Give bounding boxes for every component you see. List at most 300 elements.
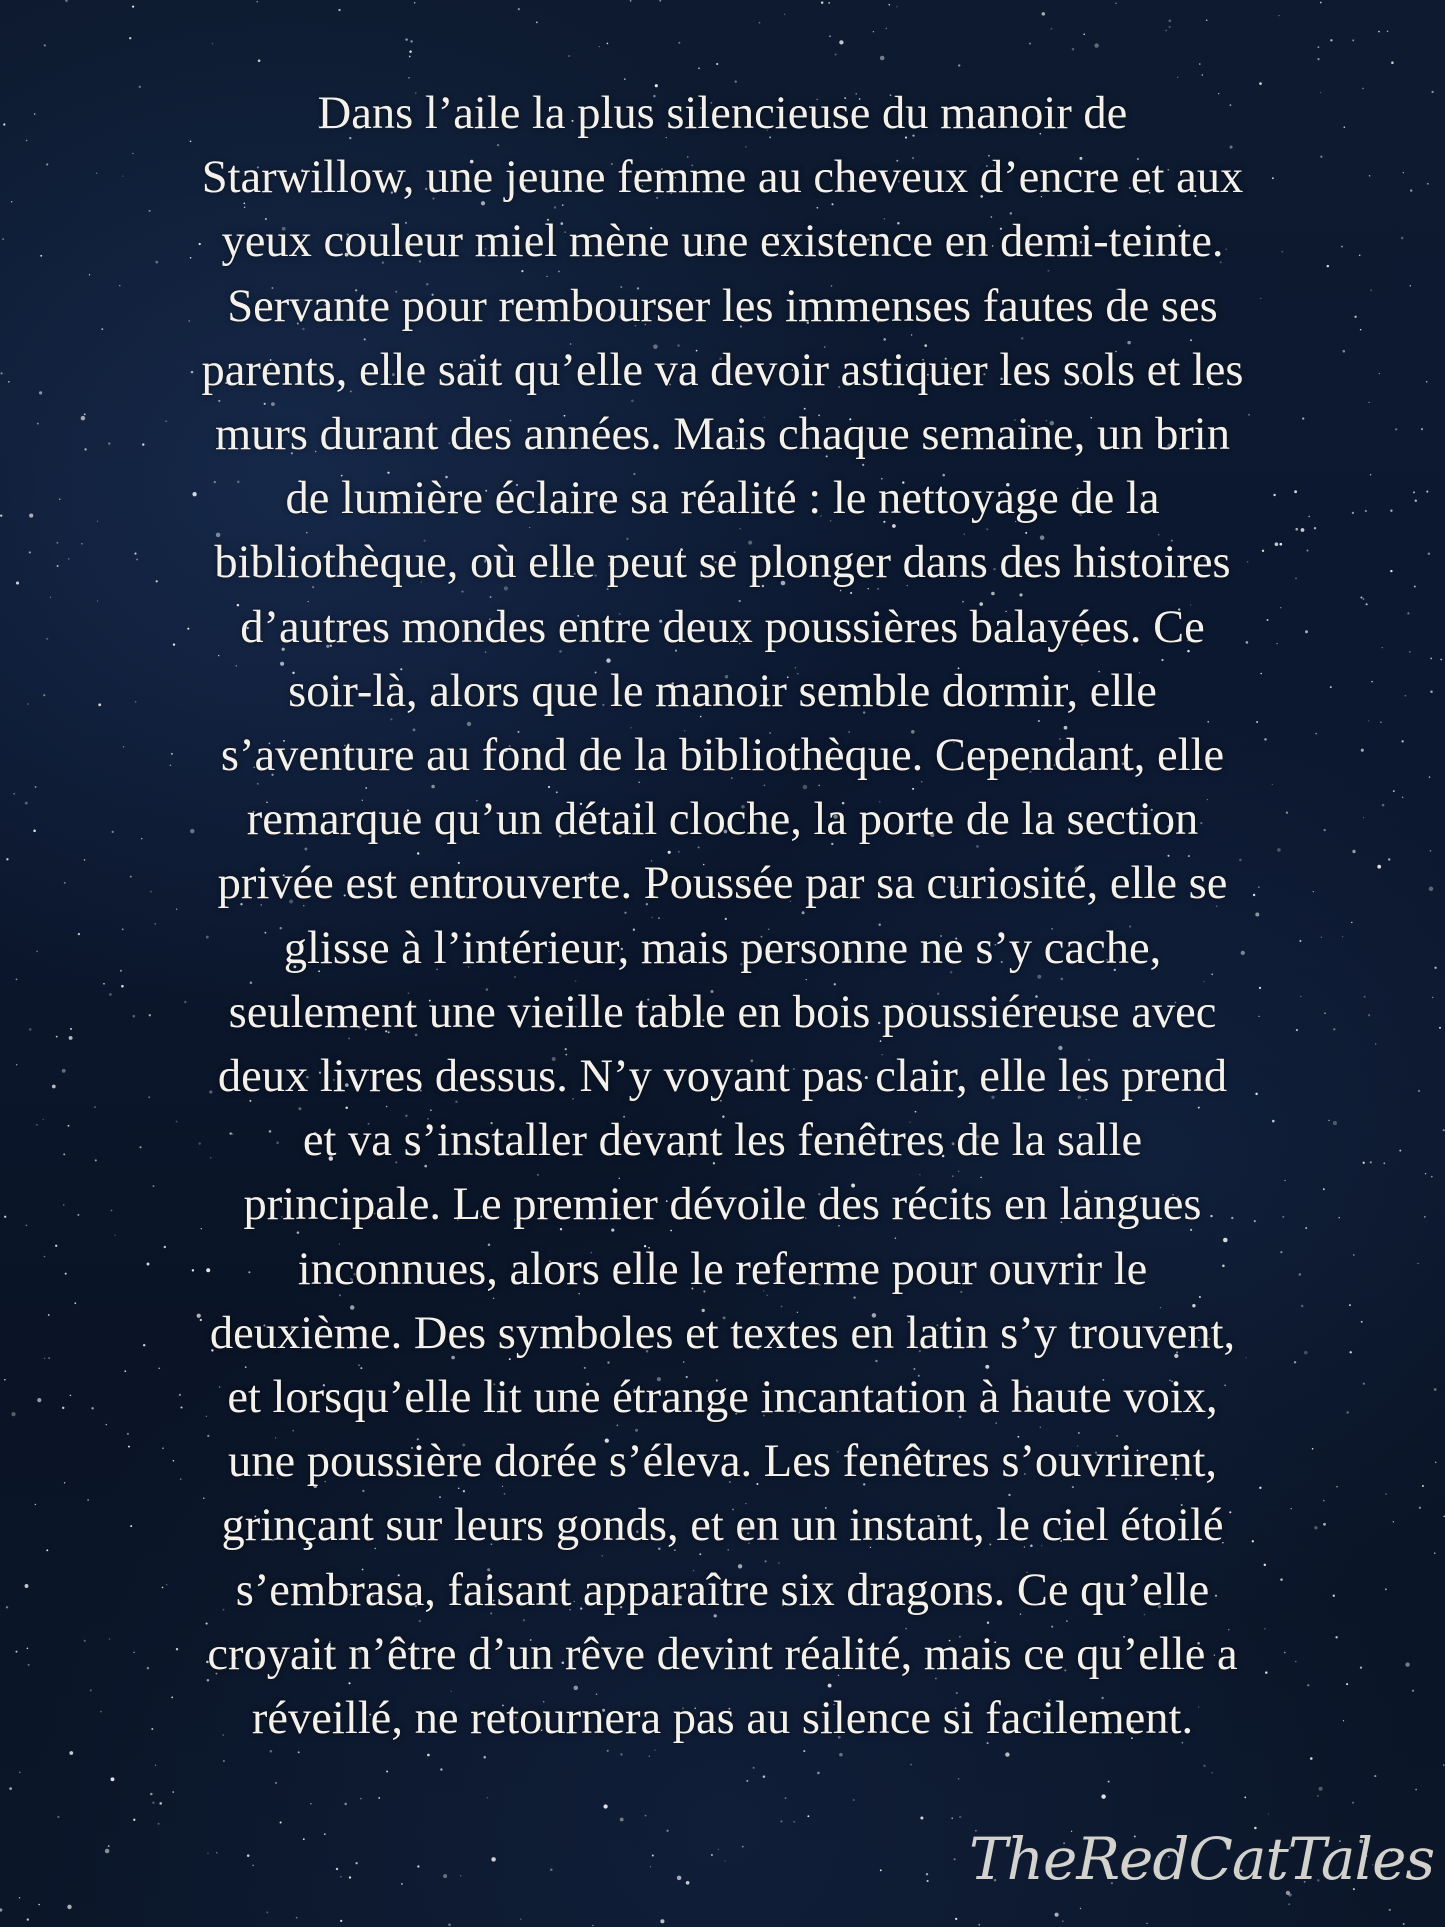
star	[409, 50, 412, 53]
star	[1391, 61, 1394, 64]
star	[52, 1085, 56, 1089]
star	[39, 391, 42, 394]
star	[46, 163, 48, 165]
star	[1211, 1772, 1213, 1774]
star	[716, 63, 718, 65]
star	[1369, 175, 1371, 177]
synopsis-line: inconnues, alors elle le referme pour ouvrir le	[297, 1243, 1148, 1295]
star	[1146, 1923, 1147, 1924]
star	[1401, 740, 1403, 742]
star	[150, 1793, 153, 1796]
star	[0, 1908, 2, 1911]
star	[1395, 428, 1397, 430]
synopsis-line: deuxième. Des symboles et textes en latin s’y trouvent,	[209, 1307, 1236, 1359]
star	[1403, 1923, 1405, 1925]
star	[1352, 39, 1354, 41]
star	[620, 1818, 624, 1822]
star	[16, 1651, 18, 1653]
star	[698, 67, 700, 69]
star	[958, 1778, 960, 1780]
star	[1393, 790, 1395, 792]
star	[247, 1854, 250, 1857]
star	[835, 53, 837, 55]
star	[408, 77, 410, 79]
star	[172, 1791, 174, 1793]
star	[1359, 255, 1361, 257]
star	[35, 786, 37, 788]
star	[349, 1876, 351, 1878]
synopsis-line: Dans l’aile la plus silencieuse du manoir de	[317, 88, 1128, 139]
star	[1415, 1789, 1417, 1791]
star	[649, 1756, 650, 1757]
star	[550, 1868, 553, 1871]
star	[56, 1036, 58, 1038]
synopsis-line: Starwillow, une jeune femme au cheveux d’encre et aux	[201, 152, 1244, 204]
author-signature: TheRedCatTales	[969, 1825, 1435, 1893]
star	[1393, 1521, 1394, 1522]
synopsis-line: soir-là, alors que le manoir semble dormir, elle	[288, 665, 1157, 717]
star	[839, 40, 843, 44]
star	[64, 1482, 65, 1483]
star	[303, 1838, 305, 1840]
star	[16, 979, 18, 981]
star	[63, 1153, 65, 1155]
star	[667, 1830, 669, 1832]
star	[828, 2, 830, 4]
star	[65, 1273, 67, 1275]
star	[344, 1803, 347, 1806]
star	[686, 1881, 690, 1885]
star	[1383, 1162, 1385, 1164]
star	[1203, 1765, 1205, 1767]
star	[1430, 850, 1432, 852]
star	[959, 1816, 961, 1818]
star	[1417, 1263, 1418, 1264]
star	[129, 37, 131, 39]
star	[1365, 510, 1367, 512]
star	[280, 1821, 282, 1823]
star	[440, 1768, 442, 1770]
star	[1431, 91, 1433, 93]
star	[37, 423, 39, 425]
star	[888, 4, 890, 6]
star	[483, 1756, 486, 1759]
star	[105, 1849, 110, 1854]
star	[1042, 12, 1046, 16]
star	[84, 448, 86, 450]
star	[1368, 402, 1369, 403]
star	[1440, 659, 1442, 661]
star	[9, 1787, 12, 1790]
star	[29, 514, 33, 518]
star	[324, 1833, 326, 1835]
synopsis-line: d’autres mondes entre deux poussières balayées. Ce	[240, 601, 1205, 653]
star	[1370, 290, 1371, 291]
star	[1390, 570, 1392, 572]
star	[11, 1412, 15, 1416]
star	[448, 1923, 451, 1926]
star	[70, 1028, 72, 1030]
star	[4, 1379, 5, 1380]
star	[780, 1820, 782, 1822]
star	[81, 543, 83, 545]
star	[711, 1854, 713, 1856]
star	[742, 1846, 744, 1848]
star	[1094, 43, 1098, 47]
star	[386, 1770, 388, 1772]
star	[55, 1245, 57, 1247]
star	[1374, 1775, 1376, 1777]
star	[1409, 651, 1410, 652]
star	[518, 8, 520, 10]
star	[4, 1216, 6, 1218]
star	[46, 1549, 48, 1551]
star	[821, 1, 824, 4]
star	[36, 1124, 37, 1125]
star	[84, 859, 86, 861]
star	[1108, 1781, 1110, 1783]
star	[355, 1862, 357, 1864]
star	[64, 882, 66, 884]
star	[44, 44, 46, 46]
star	[1385, 1588, 1387, 1590]
star	[427, 1754, 430, 1757]
star	[652, 1855, 654, 1857]
star	[26, 1224, 28, 1226]
star	[487, 1797, 489, 1799]
star	[1375, 1043, 1376, 1044]
star	[111, 1777, 115, 1781]
star	[1206, 20, 1208, 22]
star	[1399, 1150, 1401, 1152]
star	[0, 372, 2, 374]
star	[1387, 31, 1389, 33]
star	[678, 42, 680, 44]
star	[1410, 285, 1412, 287]
star	[78, 933, 80, 935]
star	[338, 9, 340, 11]
star	[807, 1815, 809, 1817]
star	[1363, 1162, 1365, 1164]
synopsis-line: privée est entrouverte. Poussée par sa curiosité, elle se	[217, 858, 1228, 910]
synopsis-text	[90, 82, 1355, 1751]
star	[1421, 428, 1423, 430]
star	[1415, 500, 1417, 502]
star	[132, 5, 134, 7]
star	[763, 1775, 766, 1778]
star	[896, 6, 897, 7]
star	[43, 694, 45, 696]
star	[1055, 1913, 1059, 1917]
star	[1360, 1667, 1362, 1669]
star	[360, 1798, 362, 1800]
star	[839, 1753, 843, 1757]
star	[207, 1853, 209, 1855]
star	[1418, 1090, 1420, 1092]
star	[67, 1905, 71, 1909]
star	[1419, 1507, 1421, 1509]
star	[25, 802, 28, 805]
synopsis-line: et va s’installer devant les fenêtres de la salle	[302, 1115, 1143, 1167]
star	[2, 238, 4, 240]
star	[443, 1874, 447, 1878]
star	[414, 2, 416, 4]
star	[1244, 1797, 1246, 1799]
star	[296, 1917, 298, 1919]
star	[50, 597, 51, 598]
star	[1072, 48, 1075, 51]
star	[1405, 695, 1407, 697]
star	[401, 1883, 403, 1885]
star	[1101, 1794, 1105, 1798]
star	[410, 40, 412, 42]
star	[460, 1875, 462, 1877]
star	[958, 64, 960, 66]
star	[1062, 1921, 1063, 1922]
star	[1362, 88, 1364, 90]
star	[46, 638, 48, 640]
star	[1363, 1383, 1365, 1385]
star	[48, 1314, 50, 1316]
star	[910, 1764, 912, 1766]
star	[6, 858, 8, 860]
star	[155, 1765, 156, 1766]
star	[28, 1664, 30, 1666]
star	[1368, 720, 1369, 721]
star	[624, 78, 626, 80]
star	[1425, 1173, 1426, 1174]
star	[1083, 34, 1085, 36]
synopsis-line: murs durant des années. Mais chaque semaine, un brin	[215, 409, 1230, 461]
star	[1352, 1802, 1354, 1804]
synopsis-line: seulement une vieille table en bois poussiéreuse avec	[228, 986, 1217, 1038]
star	[275, 1782, 276, 1783]
star	[62, 1069, 66, 1073]
star	[77, 1214, 79, 1216]
star	[1177, 77, 1178, 78]
star	[536, 21, 538, 23]
star	[212, 43, 213, 44]
star	[1317, 58, 1319, 60]
star	[1378, 31, 1380, 33]
star	[57, 1816, 59, 1818]
star	[1377, 865, 1381, 869]
star	[1430, 657, 1432, 659]
star	[1165, 30, 1167, 32]
synopsis-line: remarque qu’un détail cloche, la porte de la section	[246, 794, 1199, 846]
star	[69, 1036, 73, 1040]
star	[298, 1751, 300, 1753]
star	[216, 1852, 217, 1853]
star	[660, 1919, 664, 1923]
star	[405, 38, 407, 40]
star	[59, 499, 60, 500]
star	[159, 1802, 162, 1805]
star	[1319, 1787, 1323, 1791]
star	[16, 1064, 17, 1065]
star	[258, 59, 261, 62]
synopsis-line: et lorsqu’elle lit une étrange incantation à haute voix,	[227, 1372, 1218, 1424]
star	[36, 951, 38, 953]
star	[677, 1876, 682, 1881]
star	[257, 1, 258, 2]
star	[520, 1919, 521, 1920]
star	[1422, 1485, 1424, 1487]
star	[133, 1819, 135, 1821]
synopsis-line: Servante pour rembourser les immenses fautes de ses	[227, 280, 1218, 332]
star	[645, 1815, 647, 1817]
star	[13, 793, 15, 795]
star	[954, 1858, 956, 1860]
star	[1317, 46, 1319, 48]
star	[34, 113, 35, 114]
star	[56, 542, 58, 544]
star	[340, 1920, 342, 1922]
star	[630, 0, 632, 2]
star	[1403, 172, 1404, 173]
star	[1434, 967, 1436, 969]
star	[978, 1924, 980, 1926]
star	[1431, 1176, 1433, 1178]
star	[1407, 612, 1409, 614]
star	[1426, 381, 1428, 383]
star	[599, 46, 600, 47]
star	[158, 1823, 160, 1825]
synopsis-line: parents, elle sait qu’elle va devoir astiquer les sols et les	[201, 344, 1244, 396]
star	[759, 22, 761, 24]
star	[266, 1911, 268, 1913]
star	[1382, 647, 1383, 648]
synopsis-line: de lumière éclaire sa réalité : le nettoyage de la	[285, 473, 1160, 525]
star	[43, 1119, 44, 1120]
star	[1443, 1764, 1445, 1766]
star	[69, 1751, 73, 1755]
star	[1428, 552, 1431, 555]
star	[853, 1799, 855, 1801]
star	[1434, 1388, 1437, 1391]
star	[1435, 1462, 1437, 1464]
star	[1330, 39, 1332, 41]
star	[829, 35, 831, 37]
synopsis-line: croyait n’être d’un rêve devint réalité, mais ce qu’elle a	[207, 1628, 1238, 1680]
star	[0, 514, 2, 516]
star	[1371, 681, 1373, 683]
synopsis-line: principale. Le premier dévoile des récits en langues	[243, 1179, 1202, 1231]
star	[1202, 74, 1204, 76]
star	[1360, 329, 1361, 330]
star	[1199, 63, 1201, 65]
star	[57, 565, 59, 567]
synopsis-line: bibliothèque, où elle peut se plonger dans des histoires	[214, 537, 1231, 589]
star	[746, 1780, 748, 1782]
star	[1370, 1161, 1372, 1163]
star	[491, 1857, 496, 1862]
synopsis-line: glisse à l’intérieur, mais personne ne s’y cache,	[283, 922, 1162, 974]
star	[927, 1880, 929, 1882]
star	[35, 1504, 36, 1505]
star	[568, 55, 569, 56]
star	[70, 1395, 72, 1397]
synopsis-line: yeux couleur miel mène une existence en demi-teinte.	[221, 216, 1224, 268]
star	[19, 1772, 21, 1774]
star	[37, 1398, 41, 1402]
star	[1080, 1908, 1081, 1909]
star	[3, 123, 5, 125]
star	[1385, 1493, 1386, 1494]
star	[87, 1499, 89, 1501]
synopsis-line: une poussière dorée s’éleva. Les fenêtres s’ouvrirent,	[227, 1436, 1217, 1488]
star	[44, 1256, 46, 1258]
star	[310, 1803, 312, 1805]
star	[886, 28, 887, 29]
star	[1370, 474, 1371, 475]
star	[336, 1868, 338, 1870]
star	[44, 1358, 46, 1360]
star	[1401, 237, 1404, 240]
star	[1410, 189, 1412, 191]
star	[27, 1647, 29, 1649]
star	[25, 1584, 29, 1588]
star	[659, 0, 661, 2]
star	[33, 830, 36, 833]
star	[880, 1869, 882, 1871]
star	[152, 1802, 154, 1804]
star	[880, 56, 885, 61]
star	[1368, 1014, 1370, 1016]
star	[19, 1897, 21, 1899]
synopsis-line: s’embrasa, faisant apparaître six dragons. Ce qu’elle	[235, 1564, 1210, 1616]
star	[62, 1407, 64, 1409]
star	[11, 201, 12, 202]
star	[1429, 776, 1430, 777]
star	[1361, 1321, 1363, 1323]
star	[68, 558, 70, 560]
star	[1382, 804, 1385, 807]
synopsis-line: s’aventure au fond de la bibliothèque. Cependant, elle	[220, 730, 1225, 782]
star	[1424, 1216, 1425, 1217]
synopsis-line: réveillé, ne retournera pas au silence si facilement.	[251, 1693, 1194, 1745]
star	[108, 1845, 110, 1847]
star	[1363, 598, 1365, 600]
star	[603, 1804, 607, 1808]
star	[620, 1753, 622, 1755]
star	[1414, 585, 1416, 587]
star	[1388, 858, 1390, 860]
star	[1005, 1752, 1009, 1756]
star	[6, 1606, 8, 1608]
star	[1361, 749, 1364, 752]
synopsis-line: deux livres dessus. N’y voyant pas clair, elle les prend	[217, 1051, 1228, 1103]
star	[1029, 43, 1031, 45]
star	[1412, 1690, 1414, 1692]
star	[1115, 2, 1117, 4]
star	[592, 1925, 594, 1927]
star	[1363, 817, 1364, 818]
star	[1361, 597, 1363, 599]
star	[873, 31, 874, 32]
star	[1389, 1909, 1391, 1911]
star	[252, 1865, 253, 1866]
star	[1169, 26, 1171, 28]
star	[817, 1772, 820, 1775]
star	[1429, 887, 1434, 892]
star	[1051, 28, 1053, 30]
star	[607, 43, 609, 45]
star	[68, 1125, 70, 1127]
star	[26, 140, 27, 141]
star	[223, 1760, 225, 1762]
star	[1364, 996, 1366, 998]
